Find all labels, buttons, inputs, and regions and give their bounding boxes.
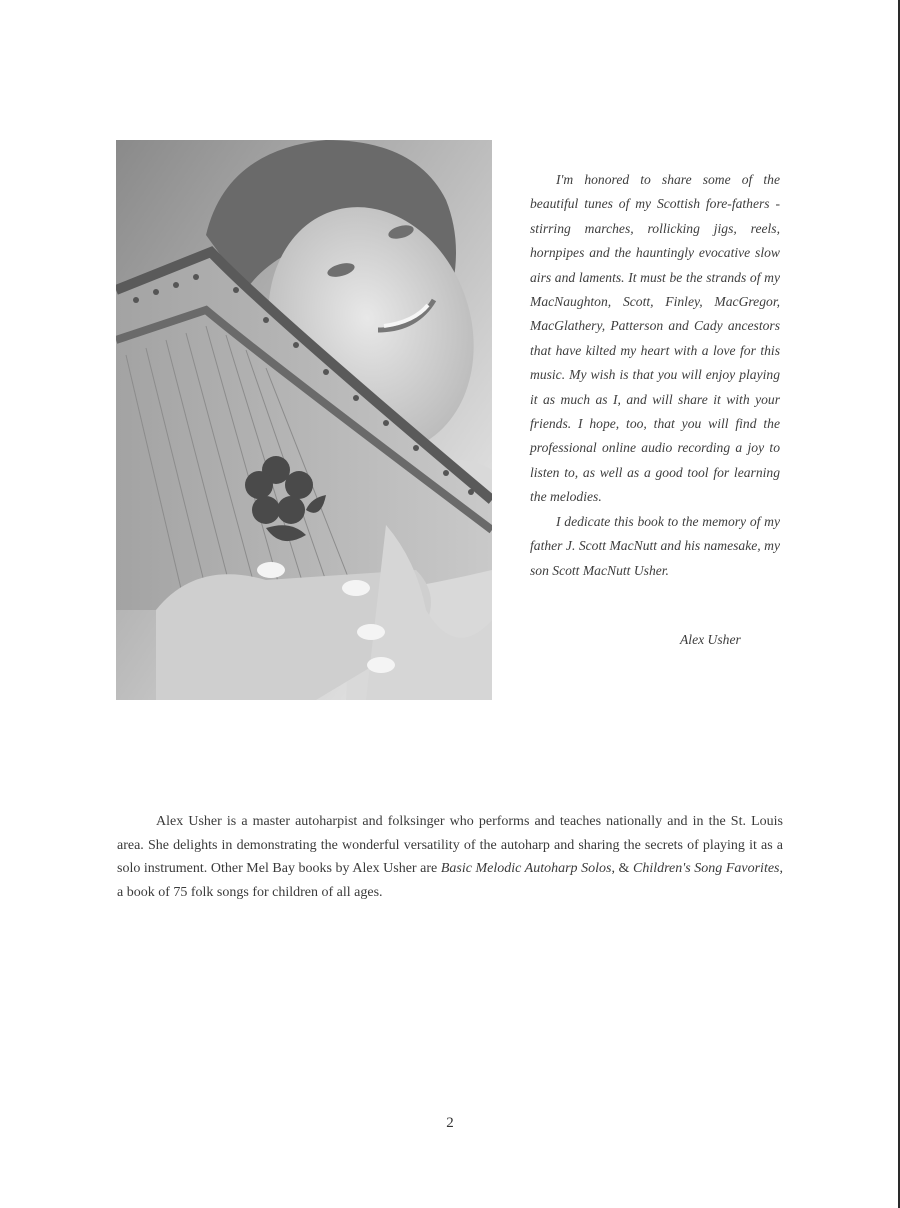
author-bio — [117, 810, 783, 904]
page-number: 2 — [446, 1115, 454, 1131]
dedication-text — [530, 168, 780, 583]
book-title-1: Basic Melodic Autoharp Solos — [440, 861, 612, 876]
bio-text-3: , a book of 75 folk songs for children of all ages. — [117, 861, 783, 900]
intro-paragraph: I'm honored to share some of the beautiful tunes of my Scottish fore-fathers - stirring marches, rollicking jigs, reels, hornpipes and the hauntingly evocative slow airs and laments. It must be the strands of my MacNaughton, Scott, Finley, MacGregor, MacGlathery, Patterson and Cady ancestors that have kilted my heart with a love for this music. My wish is that you will enjoy playing it as much as I, and will share it with your friends. I hope, too, that you will find the professional online audio recording a joy to listen to, as well as a good tool for learning the melodies. — [530, 172, 780, 505]
book-title-2: Children's Song Favorites — [633, 861, 780, 876]
dedication-paragraph: I dedicate this book to the memory of my father J. Scott MacNutt and his namesake, my son Scott MacNutt Usher. — [530, 513, 780, 578]
bio-text-2: , & — [611, 861, 633, 876]
signature: Alex Usher — [680, 632, 741, 647]
bio-text-1: Alex Usher is a master autoharpist and folksinger who performs and teaches nationally and in the St. Louis area. She delights in demonstrating the wonderful versatility of the autoharp and sharing the secrets of playing it as a solo instrument. Other Mel Bay books by Alex Usher are — [117, 814, 783, 876]
author-photo — [116, 140, 492, 700]
